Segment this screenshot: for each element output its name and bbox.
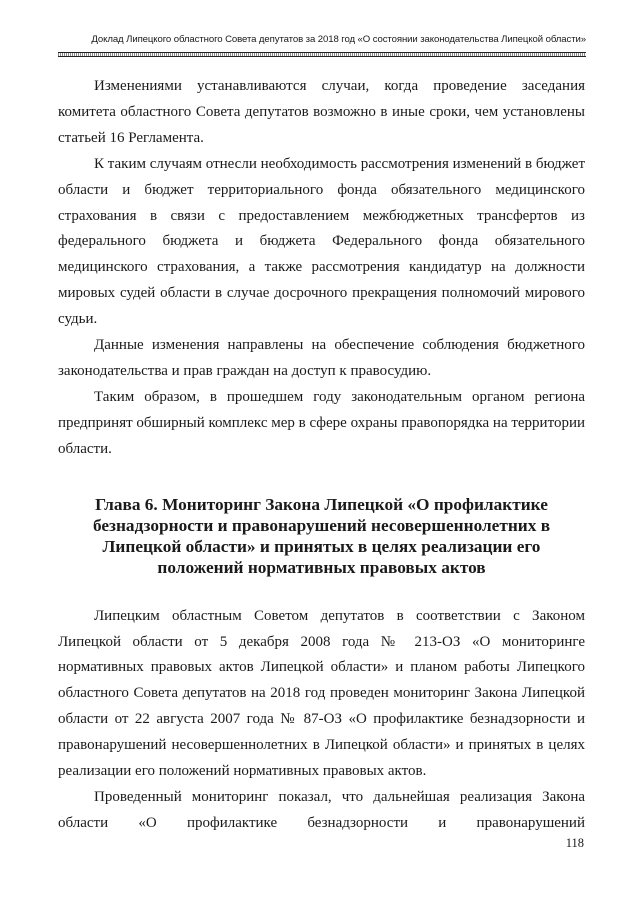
body-paragraph-3: Данные изменения направлены на обеспечение соблюдения бюджетного законодательства и прав граждан на доступ к правосудию.	[58, 337, 585, 379]
body-paragraph-2: К таким случаям отнесли необходимость рассмотрения изменений в бюджет области и бюджет территориального фонда обязательного медицинского страхования в связи с предоставлением межбюджетных трансфертов из федерального бюджета и бюджета Федерального фонда обязательного медицинского страхования, а также рассмотрения кандидатур на должности мировых судей области в случае досрочного прекращения полномочий мирового судьи.	[58, 155, 585, 328]
page-body	[58, 74, 585, 837]
body-paragraph-1: Изменениями устанавливаются случаи, когда проведение заседания комитета областного Совета депутатов возможно в иные сроки, чем установлены статьей 16 Регламента.	[58, 78, 585, 146]
header-divider	[58, 52, 586, 57]
page-number: 118	[565, 836, 584, 850]
body-paragraph-5: Липецким областным Советом депутатов в соответствии с Законом Липецкой области от 5 декабря 2008 года № 213-ОЗ «О мониторинге нормативных правовых актов Липецкой области» и планом работы Липецкого областного Совета депутатов на 2018 год проведен мониторинг Закона Липецкой области от 22 августа 2007 года № 87-ОЗ «О профилактике безнадзорности и правонарушений несовершеннолетних в Липецкой области» и принятых в целях реализации его положений нормативных правовых актов.	[58, 607, 585, 780]
body-paragraph-4: Таким образом, в прошедшем году законодательным органом региона предпринят обширный комплекс мер в сфере охраны правопорядка на территории области.	[58, 388, 585, 457]
running-header: Доклад Липецкого областного Совета депутатов за 2018 год «О состоянии законодательства Липецкой области»	[91, 34, 586, 45]
chapter-title: Глава 6. Мониторинг Закона Липецкой «О профилактике безнадзорности и правонарушений несовершеннолетних в Липецкой области» и принятых в целях реализации его положений нормативных правовых актов	[92, 494, 551, 577]
body-paragraph-6: Проведенный мониторинг показал, что дальнейшая реализация Закона области «О профилактике безнадзорности и правонарушений	[58, 788, 585, 831]
